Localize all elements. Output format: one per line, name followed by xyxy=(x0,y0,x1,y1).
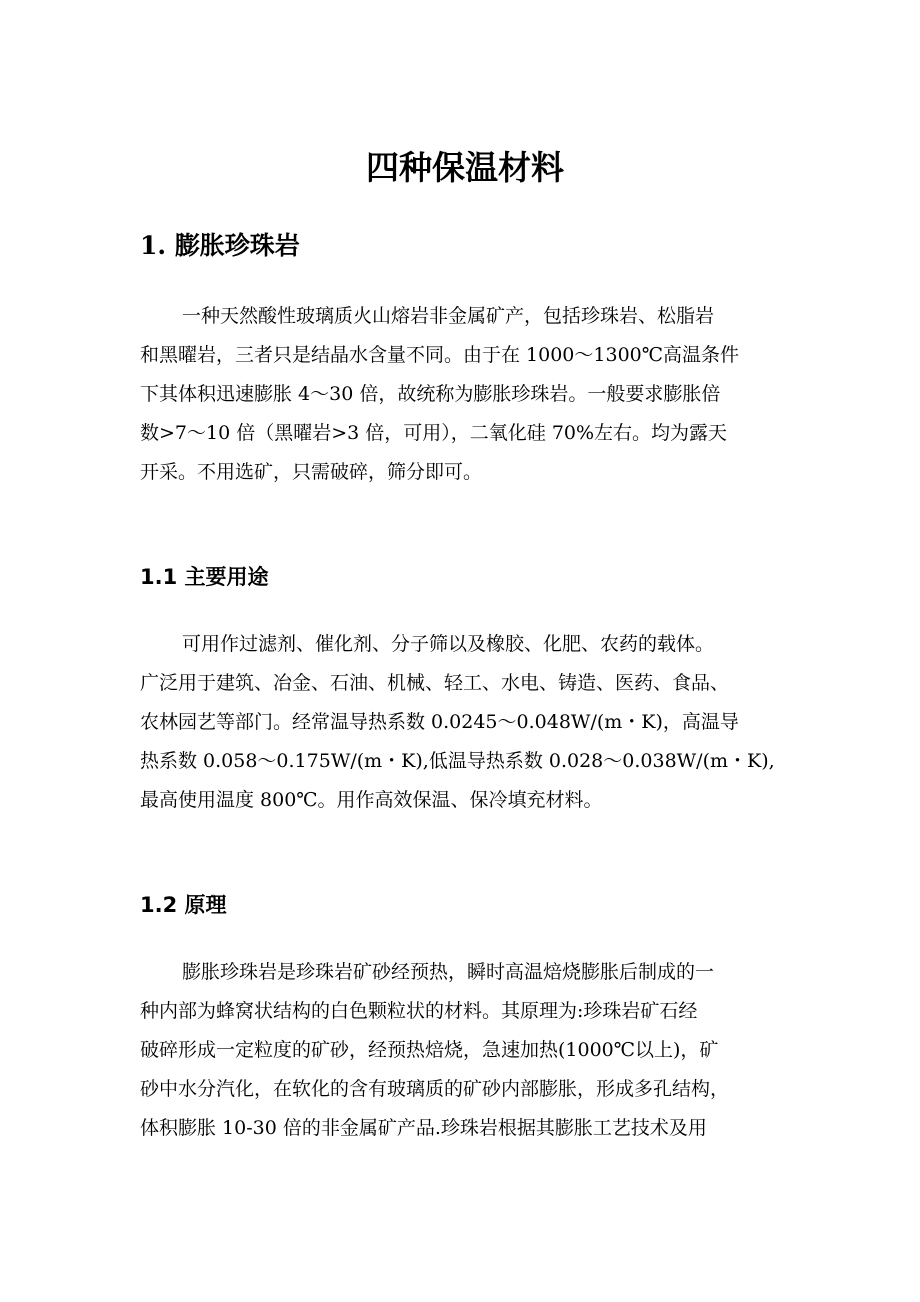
section-1-intro-paragraph xyxy=(140,297,790,492)
paragraph-line: 种内部为蜂窝状结构的白色颗粒状的材料。其原理为:珍珠岩矿石经 xyxy=(140,1000,698,1022)
paragraph-line: 下其体积迅速膨胀 4～30 倍，故统称为膨胀珍珠岩。一般要求膨胀倍 xyxy=(140,383,721,405)
section-heading-1-2: 1.2 原理 xyxy=(140,893,227,917)
paragraph-line: 可用作过滤剂、催化剂、分子筛以及橡胶、化肥、农药的载体。 xyxy=(182,633,715,655)
section-heading-1-1: 1.1 主要用途 xyxy=(140,565,269,589)
section-1-2-paragraph xyxy=(140,953,790,1148)
paragraph-line: 膨胀珍珠岩是珍珠岩矿砂经预热，瞬时高温焙烧膨胀后制成的一 xyxy=(182,961,715,983)
paragraph-line: 和黑曜岩，三者只是结晶水含量不同。由于在 1000～1300℃高温条件 xyxy=(140,344,740,366)
section-1-1-paragraph xyxy=(140,625,790,820)
paragraph-line: 农林园艺等部门。经常温导热系数 0.0245～0.048W/(m・K)，高温导 xyxy=(140,711,739,733)
paragraph-line: 数>7～10 倍（黑曜岩>3 倍，可用），二氧化硅 70%左右。均为露天 xyxy=(140,422,728,444)
paragraph-line: 破碎形成一定粒度的矿砂，经预热焙烧，急速加热(1000℃以上)，矿 xyxy=(140,1039,719,1061)
paragraph-line: 体积膨胀 10-30 倍的非金属矿产品.珍珠岩根据其膨胀工艺技术及用 xyxy=(140,1117,707,1139)
paragraph-line: 砂中水分汽化，在软化的含有玻璃质的矿砂内部膨胀，形成多孔结构， xyxy=(140,1078,730,1100)
paragraph-line: 开采。不用选矿，只需破碎，筛分即可。 xyxy=(140,461,483,483)
paragraph-line: 最高使用温度 800℃。用作高效保温、保冷填充材料。 xyxy=(140,789,603,811)
paragraph-line: 热系数 0.058～0.175W/(m・K),低温导热系数 0.028～0.038W/(m・K), xyxy=(140,750,775,772)
section-heading-1: 1. 膨胀珍珠岩 xyxy=(140,231,300,260)
paragraph-line: 广泛用于建筑、冶金、石油、机械、轻工、水电、铸造、医药、食品、 xyxy=(140,672,730,694)
document-title: 四种保温材料 xyxy=(366,148,564,187)
paragraph-line: 一种天然酸性玻璃质火山熔岩非金属矿产，包括珍珠岩、松脂岩 xyxy=(182,305,715,327)
